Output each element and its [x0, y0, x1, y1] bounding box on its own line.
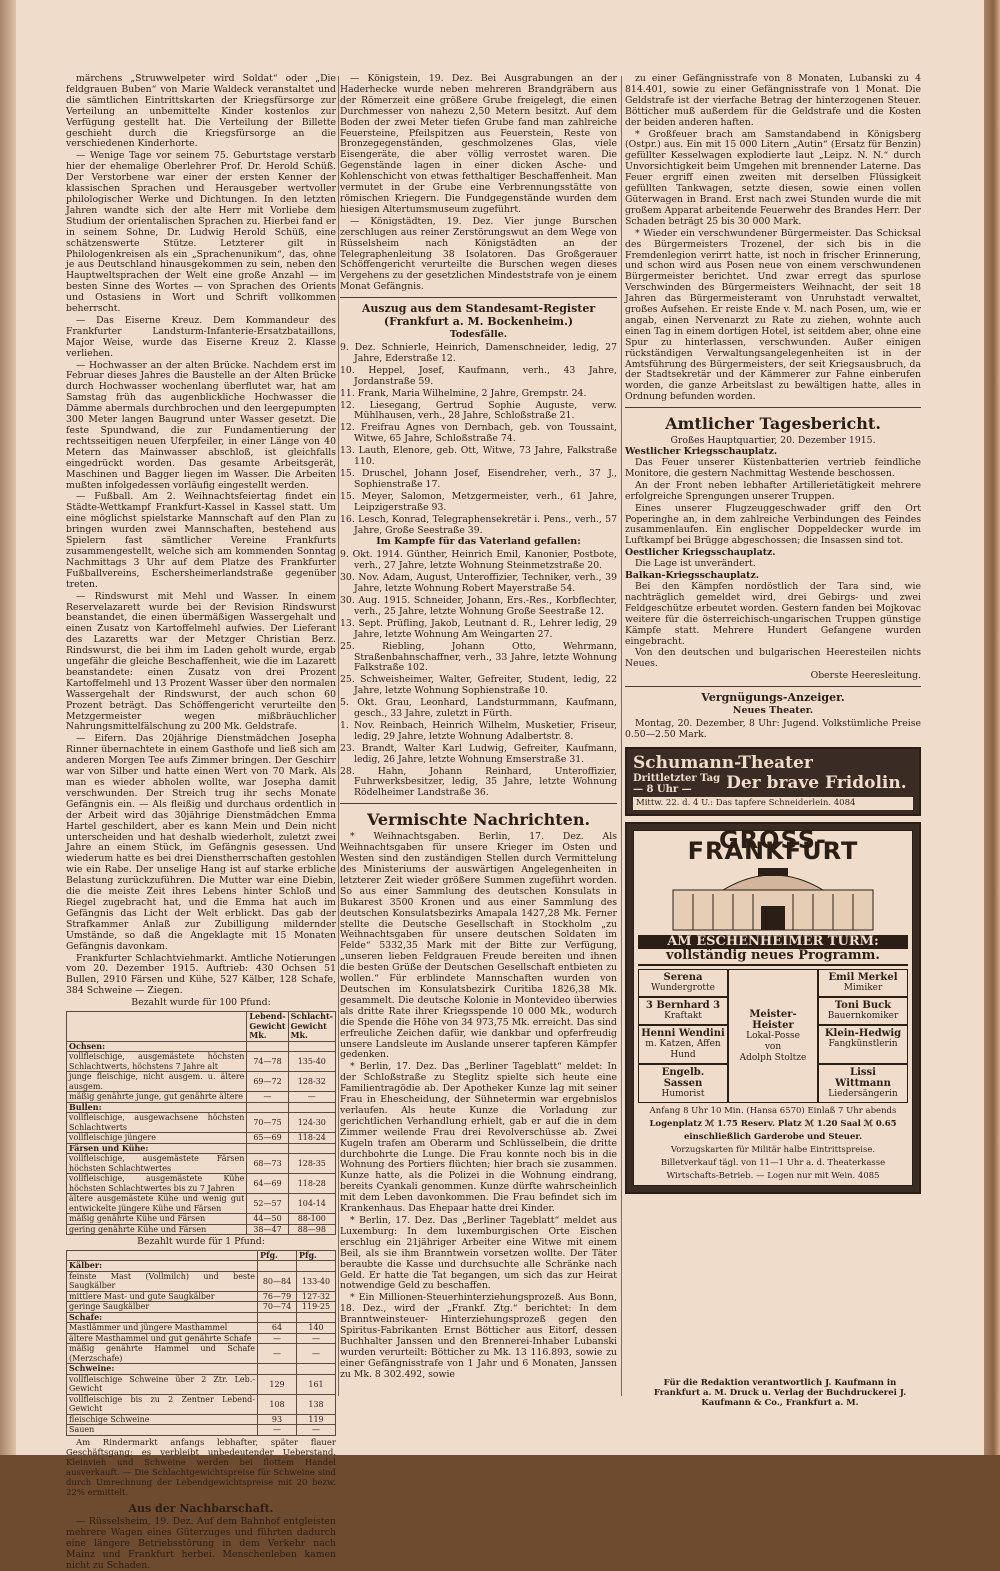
price-value: 140: [297, 1323, 336, 1334]
price-value: [247, 1102, 288, 1113]
article-paragraph: * Berlin, 17. Dez. Das „Berliner Tageblatt“ meldet: In der Schloßstraße zu Steglitz spielte sich heute eine Familientragödie ab. Der Apotheker Kunze lag mit seiner Frau in Ehescheidung, der Sühnetermin war ergebnislos verlaufen. Als heute Kunze die Vorladung zur gerichtlichen Verhandlung erhielt, gab er auf die in dem Zimmer weilende Frau drei Revolverschüsse ab. Zwei Kugeln trafen am Oberarm und Schlüsselbein, die dritte durchbohrte die Lunge. Die Frau konnte noch bis in die Wohnung des Portiers flüchten; hier brach sie zusammen. Kunze hatte, als die Polizei in die Wohnung eindrang, bereits Cyankali genommen. Kunze dürfte wahrscheinlich mit dem Leben davonkommen. Die Frau befindet sich im Krankenhaus. Das Ehepaar hatte drei Kinder.: [340, 1061, 617, 1215]
price-value: 93: [258, 1414, 297, 1425]
price-value: [297, 1364, 336, 1375]
section-heading: Auszug aus dem Standesamt-Register (Frankfurt a. M. Bockenheim.): [361, 302, 596, 329]
imprint: Für die Redaktion verantwortlich J. Kaufmann in Frankfurt a. M. Druck u. Verlag der Buchdruckerei J. Kaufmann & Co., Frankfurt a. M.: [653, 1378, 907, 1408]
list-item: 30. Nov. Adam, August, Unteroffizier, Techniker, verh., 39 Jahre, letzte Wohnung Robert Mayerstraße 54.: [340, 572, 617, 595]
price-value: [247, 1041, 288, 1052]
performer-name: Henni Wendini: [641, 1028, 725, 1040]
table-header: Pfg.: [258, 1250, 297, 1261]
table-header: [67, 1012, 247, 1042]
ad-footer-line: Logenplatz ℳ 1.75 Reserv. Platz ℳ 1.20 Saal ℳ 0.65: [649, 1119, 897, 1130]
price-value: 129: [258, 1374, 297, 1394]
price-label: Ochsen:: [67, 1041, 247, 1052]
price-value: 104-14: [288, 1194, 335, 1214]
price-label: geringe Saugkälber: [67, 1302, 258, 1313]
article-paragraph: * Weihnachtsgaben. Berlin, 17. Dez. Als Weihnachtsgaben für unsere Krieger im Osten und Westen sind den zuständigen Stellen durch Vermittelung des Ministeriums der auswärtigen Angelegenheiten in letzterer Zeit wieder größere Summen zugeführt worden. So aus einer Sammlung des deutschen Konsulats in Bukarest 3500 Kronen und aus einer Sammlung des deutschen Konsulatsbezirks Amapala 1427,28 Mk. Ferner stellte die Deutsche Gesellschaft in Stockholm „zu Weihnachtsgaben für unsere deutschen Soldaten im Felde“ 5332,35 Mark mit der Bitte zur Verfügung, „unseren lieben Feldgrauen Freude bereiten und ihnen die besten Grüße der Deutschen Gesellschaft entbieten zu wollen.“ Für erblindete Mannschaften wurden von Deutschen im Konsulatsbezirk Curitiba 1826,38 Mk. gesammelt. Die deutsche Kolonie in Montevideo überwies als dritte Rate ihrer Kriegsspende 10 000 Mk., wodurch die Spende die Höhe von 34 973,75 Mk. erreicht. Das sind erfreuliche Zeichen dafür, wie dankbar und opferfreudig unsere Landsleute im Auslande unserer tapferen Kämpfer gedenken.: [340, 831, 617, 1061]
table-row: [67, 1414, 336, 1425]
price-value: [247, 1143, 288, 1154]
price-value: —: [258, 1344, 297, 1364]
price-label: vollfleischige bis zu 2 Zentner Lebend-Gewicht: [67, 1394, 258, 1414]
list-item: 12. Freifrau Agnes von Dernbach, geb. von Toussaint, Witwe, 65 Jahre, Schloßstraße 74.: [340, 422, 617, 445]
price-value: 64—69: [247, 1174, 288, 1194]
deaths-list: [340, 343, 617, 536]
list-item: 12. Liesegang, Gertrud Sophie Auguste, verw. Mühlhausen, verh., 28 Jahre, Schloßstraße 21.: [340, 399, 617, 422]
price-value: —: [288, 1092, 335, 1103]
price-label: vollfleischige, ausgemästete Kühe höchsten Schlachtwertes bis zu 7 Jahren: [67, 1174, 247, 1194]
advertisement-schumann: [625, 747, 921, 816]
performer-role: Humorist: [661, 1089, 705, 1100]
price-value: 65—69: [247, 1133, 288, 1144]
book-edge: [984, 0, 1000, 1455]
report-paragraph: Von den deutschen und bulgarischen Heeresteilen nichts Neues.: [625, 647, 921, 670]
list-item: 9. Okt. 1914. Günther, Heinrich Emil, Kanonier, Postbote, verh., 27 Jahre, letzte Wohnung Steinmetzstraße 20.: [340, 549, 617, 572]
price-label: ältere Masthammel und gut genährte Schafe: [67, 1333, 258, 1344]
table-row: [67, 1092, 336, 1103]
performer-cell: [638, 1064, 728, 1103]
table-row: [67, 1323, 336, 1334]
article-paragraph: zu einer Gefängnisstrafe von 8 Monaten, Lubanski zu 4 814.401, sowie zu einer Gefängnisstrafe von 1 Monat. Die Geldstrafe ist der vierfache Betrag der hinterzogenen Steuer. Bötticher muß außerdem für die Geldstrafe und die Kosten der beiden anderen haften.: [625, 73, 921, 128]
price-label: Färsen und Kühe:: [67, 1143, 247, 1154]
price-value: 70—74: [258, 1302, 297, 1313]
price-value: 68—73: [247, 1154, 288, 1174]
table-header: Pfg.: [297, 1250, 336, 1261]
show-genre: Lokal-Posse: [746, 1030, 800, 1041]
ad-play-title: Der brave Fridolin.: [726, 773, 907, 794]
section-heading: Vergnügungs-Anzeiger.: [701, 691, 845, 705]
table-row: [67, 1052, 336, 1072]
price-label: Schweine:: [67, 1364, 258, 1375]
table-row: [67, 1333, 336, 1344]
list-item: 28. Hahn, Johann Reinhard, Unteroffizier, Fuhrwerksbesitzer, ledig, 35 Jahre, letzte Wohnung Rödelheimer Landstraße 36.: [340, 765, 617, 799]
table-row: [67, 1113, 336, 1133]
price-value: —: [297, 1425, 336, 1436]
performer-role: Wundergrotte: [651, 983, 715, 994]
price-value: [297, 1261, 336, 1272]
show-by: von: [764, 1041, 782, 1052]
theater-name: Neues Theater.: [732, 705, 814, 717]
article-paragraph: * Ein Millionen-Steuerhinterziehungsprozeß. Aus Bonn, 18. Dez., wird der „Frankf. Ztg.“ berichtet: In dem Branntweinsteuer- Hinterziehungsprozeß gegen den Spiritus-Fabrikanten Ernst Bötticher aus Eitorf, dessen Buchhalter Janssen und den Brennerei-Inhaber Lubanski wurden verurteilt: Bötticher zu Mk. 13 116.893, sowie zu einer Gefängnisstrafe von 1 Jahr und 6 Monaten, Janssen zu Mk. 8 302.492, sowie: [340, 1292, 617, 1380]
price-value: [258, 1312, 297, 1323]
performer-name: Engelb. Sassen: [661, 1067, 705, 1090]
article-paragraph: — Wenige Tage vor seinem 75. Geburtstage verstarb hier der ehemalige Oberlehrer Prof. Dr. Herold Schüß. Der Verstorbene war einer der ersten Kenner der klassischen Sprachen und Herausgeber wertvoller philologischer Werke und Dichtungen. In den letzten Jahren wandte sich der alte Herr mit Vorliebe dem Studium der orientalischen Sprachen zu. Hierbei fand er in seinem Sohne, Dr. Ludwig Herold Schüß, eine schätzenswerte Stütze. Letzterer gilt in Philologenkreisen als ein „Sprachenunikum“, das, ohne je aus Deutschland hinausgekommen zu sein, neben den Hauptweltsprachen der Welt eine große Anzahl — im besten Sinne des Wortes — von Sprachen des Orients und Ostasiens in Wort und Schrift vollkommen beherrscht.: [66, 150, 336, 315]
price-label: mittlere Mast- und gute Saugkälber: [67, 1291, 258, 1302]
price-value: —: [258, 1425, 297, 1436]
performer-role: Mimiker: [843, 983, 883, 994]
price-value: 76—79: [258, 1291, 297, 1302]
price-value: 69—72: [247, 1072, 288, 1092]
ad-location-band: AM ESCHENHEIMER TURM:: [638, 935, 908, 950]
price-value: [297, 1312, 336, 1323]
list-item: 1. Nov. Reinbach, Heinrich Wilhelm, Musketier, Friseur, ledig, 29 Jahre, letzte Wohnung Adalbertstr. 8.: [340, 719, 617, 742]
article-paragraph: — Eifern. Das 20jährige Dienstmädchen Josepha Rinner übernachtete in einem Gasthofe und ließ sich am anderen Morgen Tee aufs Zimmer bringen. Der Geschirr war von Silber und hatte einen Wert von 70 Mark. Als man es wieder abholen wollte, war Josepha damit verschwunden. Der Streich trug ihr sechs Monate Gefängnis ein. — Als fleißig und durchaus ordentlich in der Arbeit wird das 30jährige Dienstmädchen Emma Hartel geschildert, aber es kann Mein und Dein nicht unterscheiden und hat deshalb wiederholt, zuletzt zwei Jahre an einem Stück, im Gefängnis gesessen. Und wiederum hatte es bei drei Dienstherrschaften gestohlen wie ein Rabe. Der unselige Hang ist auf starke erbliche Belastung zurückzuführen. Die Mutter war eine Diebin, die die meiste Zeit ihres Lebens hinter Schloß und Riegel zugebracht hat, und die Emma hat auch im Gefängnis das Licht der Welt erblickt. Das gab der Strafkammer Anlaß zur Zubilligung mildernder Umstände, so daß die Angeklagte mit 15 Monaten Gefängnis davonkam.: [66, 733, 336, 952]
price-value: [258, 1261, 297, 1272]
ad-footer-line: Vorzugskarten für Militär halbe Eintrittspreise.: [670, 1145, 876, 1156]
report-paragraph: Eines unserer Flugzeuggeschwader griff den Ort Poperinghe an, in dem zahlreiche Verbindungen des Feindes zusammenlaufen. Ein englischer Doppeldecker wurde im Luftkampf bei Brügge abgeschossen; die Insassen sind tot.: [625, 502, 921, 547]
ad-subline: — 8 Uhr —: [633, 783, 692, 795]
article-paragraph: — Das Eiserne Kreuz. Dem Kommandeur des Frankfurter Landsturm-Infanterie-Ersatzbataillons, Major Weise, wurde das Eiserne Kreuz 2. Klasse verliehen.: [66, 314, 336, 359]
show-title: Meister-Heister: [749, 1008, 797, 1031]
price-value: 74—78: [247, 1052, 288, 1072]
performer-name: 3 Bernhard 3: [645, 1000, 721, 1012]
price-value: 108: [258, 1394, 297, 1414]
column-rule: [621, 76, 622, 1396]
ad-subline: Drittletzter Tag: [633, 772, 721, 784]
price-value: [288, 1143, 335, 1154]
performer-role: m. Katzen, Affen Hund: [645, 1039, 721, 1061]
dateline: Großes Hauptquartier, 20. Dezember 1915.: [670, 435, 876, 447]
price-value: —: [297, 1344, 336, 1364]
price-value: 124-30: [288, 1113, 335, 1133]
price-label: feinste Mast (Vollmilch) und beste Saugkälber: [67, 1271, 258, 1291]
price-value: 118-28: [288, 1174, 335, 1194]
list-item: 5. Okt. Grau, Leonhard, Landsturmmann, Kaufmann, gesch., 33 Jahre, zuletzt in Fürth.: [340, 697, 617, 720]
performer-cell: [638, 997, 728, 1025]
market-intro: Frankfurter Schlachtviehmarkt. Amtliche Notierungen vom 20. Dezember 1915. Auftrieb: 430 Ochsen 51 Bullen, 2910 Färsen und Kühe, 527 Kälber, 128 Schafe, 384 Schweine — Ziegen.: [66, 952, 336, 997]
list-item: 25. Schweisheimer, Walter, Gefreiter, Student, ledig, 22 Jahre, letzte Wohnung Sophienstraße 10.: [340, 674, 617, 697]
divider: [625, 686, 921, 687]
article-paragraph: * Wieder ein verschwundener Bürgermeister. Das Schicksal des Bürgermeisters Trozenel, der sich bis in die Fremdenlegion verirrt hatte, ist noch in frischer Erinnerung, und schon wird aus Posen neue von einem verschwundenen Bürgermeister berichtet. Und zwar erregt das spurlose Verschwinden des Bürgermeisters Weihnacht, der seit 18 Jahren das Bürgermeisteramt von Unruhstadt verwaltet, großes Aufsehen. Er reiste Ende v. M. nach Posen, um, wie er angab, einen Nervenarzt zu Rate zu ziehen, wohnte auch einen Tag in einem dortigen Hotel, ist seitdem aber, ohne eine Spur zu hinterlassen, verschwunden. Außer einigen rückständigen Verwaltungsangelegenheiten ist in der Amtsführung des Bürgermeisters, der seit Kriegsausbruch, da der Stadtsekretär und der Kämmerer zur Fahne einberufen worden, die ganze Arbeitslast zu bewältigen hatte, alles in Ordnung befunden worden.: [625, 227, 921, 403]
table-header: Lebend-Gewicht Mk.: [247, 1012, 288, 1042]
ad-footer-line: Billetverkauf tägl. von 11—1 Uhr a. d. Theaterkasse: [660, 1158, 886, 1169]
report-paragraph: Das Feuer unserer Küstenbatterien vertrieb feindliche Monitore, die gestern Nachmittag Westende beschossen.: [625, 457, 921, 479]
list-item: 9. Dez. Schnierle, Heinrich, Damenschneider, ledig, 27 Jahre, Ederstraße 12.: [340, 342, 617, 364]
price-label: gering genährte Kühe und Färsen: [67, 1224, 247, 1235]
list-item: 15. Meyer, Salomon, Metzgermeister, verh., 61 Jahre, Leipzigerstraße 93.: [340, 490, 617, 513]
price-label: vollfleischige, ausgemästete Färsen höchsten Schlachtwertes: [67, 1154, 247, 1174]
report-paragraph: Die Lage ist unverändert.: [635, 558, 756, 570]
section-heading: Aus der Nachbarschaft.: [128, 1501, 274, 1515]
price-value: 44—50: [247, 1214, 288, 1225]
market-price-table: [66, 1011, 336, 1235]
market-note: Am Rindermarkt anfangs lebhafter, später flauer Geschäftsgang; es verbleibt unbedeutender Ueberstand. Kleinvieh und Schweine werden bei flottem Handel ausverkauft. — Die Schlachtgewichtspreise für Schweine sind durch Umrechnung der Lebendgewichtspreise mit 20 bezw. 22% ermittelt.: [66, 1437, 336, 1498]
advertisement-gross-frankfurt: [625, 822, 921, 1195]
theater-heading: Oestlicher Kriegsschauplatz.: [625, 547, 776, 559]
price-value: [288, 1102, 335, 1113]
table-row: [67, 1374, 336, 1394]
article-paragraph: — Rüsselsheim, 19. Dez. Auf dem Bahnhof entgleisten mehrere Wagen eines Güterzuges und führten dadurch eine längere Betriebsstörung in dem Verkehr nach Mainz und Frankfurt herbei. Menschenleben kamen nicht zu Schaden.: [66, 1515, 336, 1571]
price-label: Kälber:: [67, 1261, 258, 1272]
price-label: vollfleischige jüngere: [67, 1133, 247, 1144]
performer-role: Bauernkomiker: [827, 1011, 899, 1022]
report-paragraph: Bei den Kämpfen nordöstlich der Tara sind, wie nachträglich gemeldet wird, drei Gebirgs- und zwei Feldgeschütze erbeutet worden. Gestern fanden bei Mojkovac weitere für die österreichisch-ungarischen Truppen günstige Kämpfe statt. Mehrere Hundert Gefangene wurden eingebracht.: [625, 580, 921, 647]
performer-cell: [638, 1025, 728, 1064]
list-item: 10. Heppel, Josef, Kaufmann, verh., 43 Jahre, Jordanstraße 59.: [340, 364, 617, 387]
article-paragraph: — Rindswurst mit Mehl und Wasser. In einem Reservelazarett wurde bei der Revision Rindswurst beanstandet, die einen übermäßigen Wassergehalt und einen Zusatz von Kartoffelmehl aufwies. Der Lieferant des Lazaretts war der Metzger Christian Berz. Rindswurst, die bei ihm im Laden geholt wurde, ergab ungefähr die gleiche Beschaffenheit, wie die im Lazarett beanstandete: einen Zusatz von drei Prozent Kartoffelmehl und 13 Prozent Wasser über den normalen Wassergehalt der Rindswurst, der auch schon 60 Prozent beträgt. Das Schöffengericht verurteilte den Metzgermeister wegen mißbräuchlicher Nahrungsmittelfälschung zu 200 Mk. Geldstrafe.: [66, 590, 336, 733]
article-paragraph: — Fußball. Am 2. Weihnachtsfeiertag findet ein Städte-Wettkampf Frankfurt-Kassel in Kassel statt. Um eine möglichst spielstarke Mannschaft auf den Plan zu bringen wurden zwei Mannschaften, bestehend aus Spielern fast sämtlicher Vereine Frankfurts zusammengestellt, welche sich am kommenden Sonntag Nachmittags 3 Uhr auf dem Platze des Frankfurter Fußballvereins, Eschersheimerlandstraße gegenüber treten.: [66, 491, 336, 590]
price-label: ältere ausgemästete Kühe und wenig gut entwickelte jüngere Kühe und Färsen: [67, 1194, 247, 1214]
price-value: 80—84: [258, 1271, 297, 1291]
market-unit: Bezahlt wurde für 1 Pfund:: [137, 1236, 265, 1248]
ad-footer-line: Anfang 8 Uhr 10 Min. (Hansa 6570) Einlaß 7 Uhr abends: [649, 1106, 897, 1117]
ad-footer-line: Wirtschafts-Betrieb. — Logen nur mit Wein. 4085: [666, 1171, 880, 1182]
price-label: Bullen:: [67, 1102, 247, 1113]
list-item: 13. Sept. Prüfling, Jakob, Leutnant d. R., Lehrer ledig, 29 Jahre, letzte Wohnung Am Weingarten 27.: [340, 617, 617, 640]
performer-role: Kraftakt: [664, 1011, 702, 1022]
table-row: [67, 1154, 336, 1174]
theater-heading: Westlicher Kriegsschauplatz.: [625, 446, 778, 458]
theater-building-illustration: [663, 860, 883, 932]
divider: [340, 803, 617, 804]
price-value: 161: [297, 1374, 336, 1394]
list-item: 13. Lauth, Elenore, geb. Ott, Witwe, 73 Jahre, Falkstraße 110.: [340, 445, 617, 468]
table-row: [67, 1194, 336, 1214]
performer-cell: [818, 1025, 908, 1064]
table-row: [67, 1425, 336, 1436]
performer-cell: [638, 969, 728, 997]
price-label: vollfleischige, ausgemästete höchsten Schlachtwerts, höchstens 7 Jahre alt: [67, 1052, 247, 1072]
table-row: [67, 1344, 336, 1364]
performer-name: Emil Merkel: [828, 972, 898, 984]
price-value: 133-40: [297, 1271, 336, 1291]
theater-heading: Balkan-Kriegsschauplatz.: [625, 570, 759, 582]
ad-theater-name: Schumann-Theater: [633, 752, 813, 773]
performer-name: Toni Buck: [834, 1000, 892, 1012]
section-subheading: Im Kampfe für das Vaterland gefallen:: [376, 536, 581, 548]
table-header: [67, 1250, 258, 1261]
price-value: 38—47: [247, 1224, 288, 1235]
table-header: Schlacht-Gewicht Mk.: [288, 1012, 335, 1042]
theater-listing: Montag, 20. Dezember, 8 Uhr: Jugend. Volkstümliche Preise 0.50—2.50 Mark.: [625, 718, 921, 740]
table-row: [67, 1312, 336, 1323]
price-value: —: [247, 1092, 288, 1103]
ad-theater-name: GROSS-FRANKFURT: [687, 825, 859, 865]
main-show-cell: [728, 969, 818, 1103]
list-item: 25. Riebling, Johann Otto, Wehrmann, Straßenbahnschaffner, verh., 33 Jahre, letzte Wohnung Falkstraße 102.: [340, 640, 617, 674]
list-item: 15. Druschel, Johann Josef, Eisendreher, verh., 37 J., Sophienstraße 17.: [340, 468, 617, 490]
article-paragraph: — Hochwasser an der alten Brücke. Nachdem erst im Februar dieses Jahres die Baustelle an der Alten Brücke durch Hochwasser wochenlang überflutet war, hat am Samstag früh das augenblickliche Hochwasser die Dämme abermals durchbrochen und den leergepumpten 300 Meter langen Baugrund unter Wasser gesetzt. Die feste Spundwand, die zur Fundamentierung der rechtsseitigen neuen Uferpfeiler, in einer Länge von 40 Metern das Mainwasser abschloß, ist gleichfalls eingedrückt worden. Das gesamte Arbeitsgerät, Maschinen und Bagger liegen im Wasser. Die Arbeiten mußten infolgedessen vorläufig eingestellt werden.: [66, 359, 336, 491]
ad-footer-line: einschließlich Garderobe und Steuer.: [683, 1132, 863, 1143]
market-unit: Bezahlt wurde für 100 Pfund:: [131, 997, 271, 1009]
price-value: 52—57: [247, 1194, 288, 1214]
price-label: Sauen: [67, 1425, 258, 1436]
price-label: fleischige Schweine: [67, 1414, 258, 1425]
market-price-table: [66, 1250, 336, 1436]
article-paragraph: * Großfeuer brach am Samstandabend in Königsberg (Ostpr.) aus. Ein mit 15 000 Litern „Autin“ (Ersatz für Benzin) gefüllter Kesselwagen explodierte laut „Leipz. N. N.“ durch Unvorsichtigkeit beim Umgehen mit brennender Laterne. Das Feuer ergriff einen zweiten mit derselben Flüssigkeit gefüllten Tankwagen, setzte diesen, sowie einen vollen Güterwagen in Brand. Erst nach zwei Stunden wurde die mit großem Apparat arbeitende Feuerwehr des Brandes Herr. Der Schaden beträgt 25 bis 30 000 Mark.: [625, 128, 921, 227]
table-row: [67, 1224, 336, 1235]
table-row: [67, 1072, 336, 1092]
price-value: 119: [297, 1414, 336, 1425]
list-item: 16. Lesch, Konrad, Telegraphensekretär i. Pens., verh., 57 Jahre, Große Seestraße 39.: [340, 513, 617, 536]
article-paragraph: märchens „Struwwelpeter wird Soldat“ oder „Die feldgrauen Buben“ von Marie Waldeck veranstaltet und die sämtlichen Eintrittskarten der Kriegsfürsorge zur Verteilung an unbemittelte Kinder kostenlos zur Verfügung gestellt hat. Die Verteilung der Billette geschieht durch die Kriegsfürsorge an die verschiedenen Kinderhorte.: [66, 73, 336, 150]
price-value: 119-25: [297, 1302, 336, 1313]
performer-name: Lissi Wittmann: [835, 1067, 891, 1090]
column-middle: [340, 74, 617, 1404]
previous-page-edge: [0, 0, 16, 1455]
table-row: [67, 1214, 336, 1225]
table-row: [67, 1302, 336, 1313]
price-value: 135-40: [288, 1052, 335, 1072]
show-author: Adolph Stoltze: [739, 1052, 807, 1063]
price-value: 128-32: [288, 1072, 335, 1092]
section-heading: Amtlicher Tagesbericht.: [665, 414, 881, 434]
article-paragraph: — Königstein, 19. Dez. Bei Ausgrabungen an der Haderhecke wurde neben mehreren Brandgräbern aus der Römerzeit eine größere Grube freigelegt, die einen Durchmesser von nahezu 2,50 Metern besitzt. Auf dem Boden der zwei Meter tiefen Grube fand man zahlreiche Feuersteine, Pfeilspitzen aus Feuerstein, Reste von Bronzegegenständen, geschmolzenes Glas, viele Eisengeräte, die aber völlig verrostet waren. Die Gegenstände lagen in einer dicken Asche- und Kohlenschicht von etwas fetthaltiger Beschaffenheit. Man vermutet in der Grube eine Verbrennungsstätte von römischen Kriegern. Die Fundgegenstände wurden dem hiesigen Altertumsmuseum zugeführt.: [340, 73, 617, 215]
divider: [625, 407, 921, 408]
price-label: mäßig genährte Kühe und Färsen: [67, 1214, 247, 1225]
ad-footer: Mittw. 22. d. 4 U.: Das tapfere Schneiderlein. 4084: [633, 797, 913, 810]
performer-name: Serena: [663, 972, 703, 984]
table-row: [67, 1261, 336, 1272]
price-label: mäßig genährte junge, gut genährte ältere: [67, 1092, 247, 1103]
table-row: [67, 1133, 336, 1144]
performer-cell: [818, 1064, 908, 1103]
article-paragraph: — Königstädten, 19. Dez. Vier junge Burschen zerschlugen aus reiner Zerstörungswut an dem Wege von Rüsselsheim nach Königstädten an der Telegraphenleitung 38 Isolatoren. Das Großgerauer Schöffengericht verurteilte die Burschen wegen dieses Vergehens zu der gesetzlichen Mindeststrafe von je einem Monat Gefängnis.: [340, 215, 617, 293]
price-value: —: [258, 1333, 297, 1344]
performer-cell: [818, 997, 908, 1025]
signature: Oberste Heeresleitung.: [810, 670, 921, 682]
price-value: [258, 1364, 297, 1375]
section-subheading: Todesfälle.: [449, 329, 508, 341]
list-item: 23. Brandt, Walter Karl Ludwig, Gefreiter, Kaufmann, ledig, 26 Jahre, letzte Wohnung Emserstraße 31.: [340, 742, 617, 765]
price-label: Mastlämmer und jüngere Masthammel: [67, 1323, 258, 1334]
ad-program-band: vollständig neues Programm.: [638, 949, 908, 966]
price-value: 128-35: [288, 1154, 335, 1174]
performer-cell: [818, 969, 908, 997]
table-row: [67, 1174, 336, 1194]
performer-name: Klein-Hedwig: [824, 1028, 902, 1040]
price-label: junge fleischige, nicht ausgem. u. ältere ausgem.: [67, 1072, 247, 1092]
table-row: [67, 1041, 336, 1052]
table-row: [67, 1102, 336, 1113]
report-paragraph: An der Front neben lebhafter Artillerietätigkeit mehrere erfolgreiche Sprengungen unserer Truppen.: [625, 479, 921, 502]
price-value: 118-24: [288, 1133, 335, 1144]
price-label: mäßig genährte Hammel und Schafe (Merzschafe): [67, 1344, 258, 1364]
performer-role: Liedersängerin: [828, 1089, 898, 1100]
article-paragraph: * Berlin, 17. Dez. Das „Berliner Tageblatt“ meldet aus Luxemburg: In dem luxemburgischen Orte Eischen erschlug ein 21jähriger Arbeiter eine Witwe mit einem Beil, als sie ihm Branntwein vorsetzen wollte. Der Täter beraubte die Kasse und durchsuchte alle Schränke nach Geld. Er hatte die Tat begangen, um sich das zur Heirat notwendige Geld zu beschaffen.: [340, 1215, 617, 1292]
performer-role: Fangkünstlerin: [828, 1039, 898, 1050]
list-item: 30. Aug. 1915. Schneider, Johann, Ers.-Res., Korbflechter, verh., 25 Jahre, letzte Wohnung Große Seestraße 12.: [340, 594, 617, 617]
price-value: 138: [297, 1394, 336, 1414]
table-row: [67, 1271, 336, 1291]
price-value: 64: [258, 1323, 297, 1334]
column-rule: [338, 76, 339, 1396]
price-value: [288, 1041, 335, 1052]
column-left: [66, 73, 336, 1571]
price-value: 127-32: [297, 1291, 336, 1302]
table-row: [67, 1364, 336, 1375]
price-label: vollfleischige, ausgewachsene höchsten Schlachtwerts: [67, 1113, 247, 1133]
price-label: vollfleischige Schweine über 2 Ztr. Leb.-Gewicht: [67, 1374, 258, 1394]
price-value: 70—75: [247, 1113, 288, 1133]
column-right: [625, 74, 921, 1404]
divider: [340, 297, 617, 298]
fallen-list: [340, 550, 617, 799]
table-row: [67, 1394, 336, 1414]
price-label: Schafe:: [67, 1312, 258, 1323]
price-value: 88—98: [288, 1224, 335, 1235]
list-item: 11. Frank, Maria Wilhelmine, 2 Jahre, Grempstr. 24.: [340, 387, 587, 399]
table-row: [67, 1143, 336, 1154]
price-value: —: [297, 1333, 336, 1344]
section-heading: Vermischte Nachrichten.: [366, 810, 591, 830]
price-value: 88-100: [288, 1214, 335, 1225]
table-row: [67, 1291, 336, 1302]
